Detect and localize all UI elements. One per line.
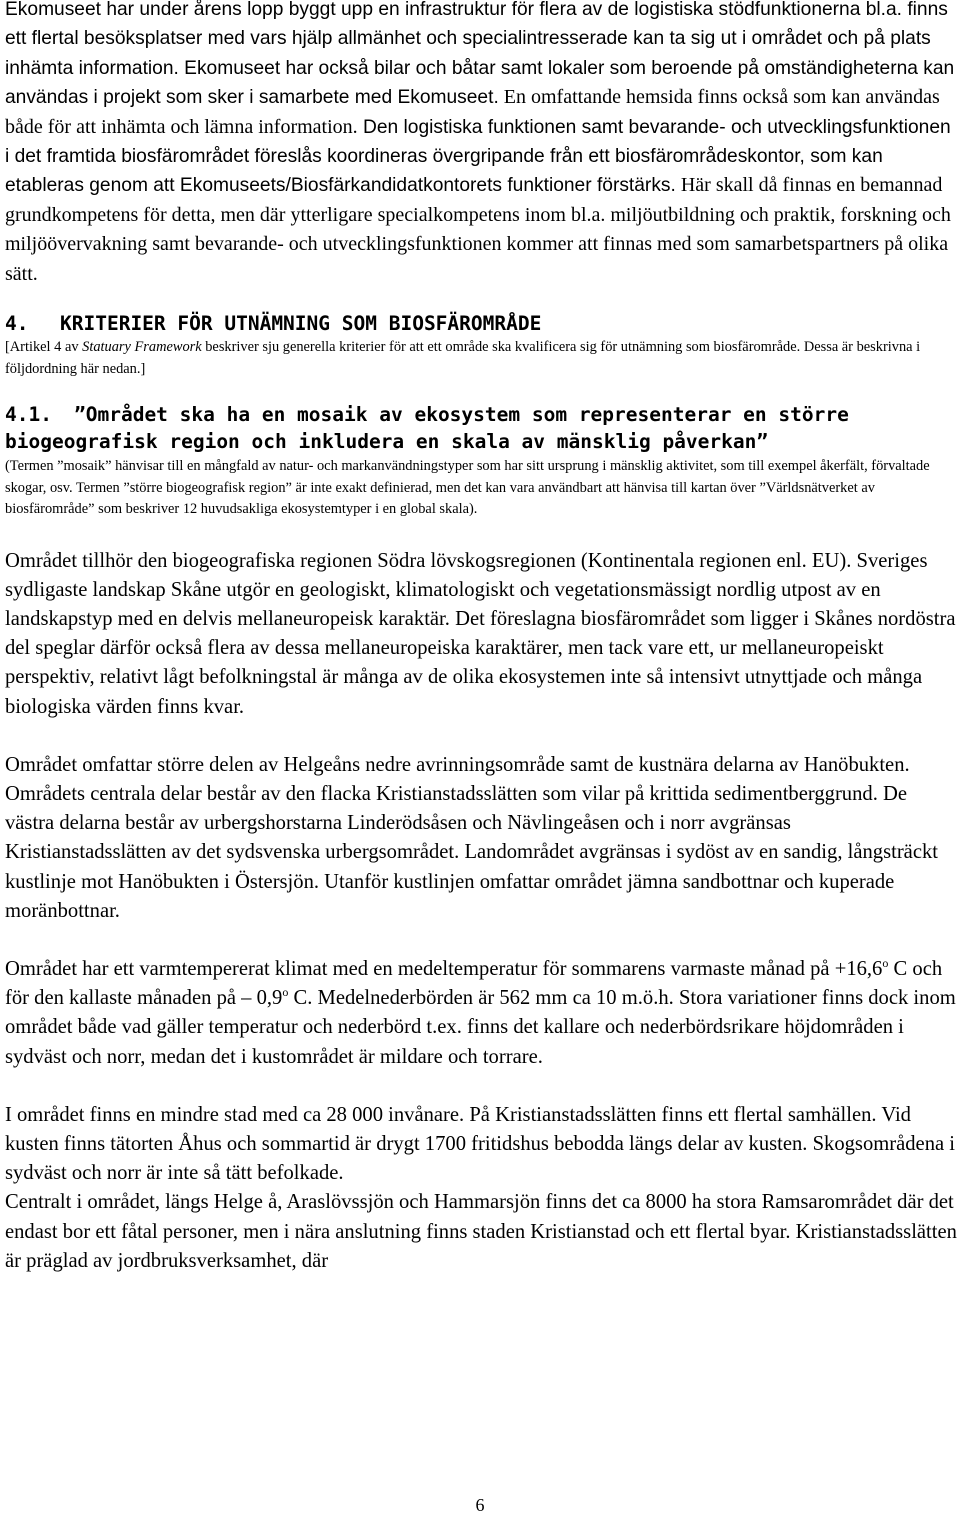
intro-text-1: Ekomuseet har under årens lopp byggt upp en infrastruktur för flera av de logistiska stödfunktionerna bl.a. finns ett flertal besöksplatser med vars hjälp allmänhet och specialintresserade kan ta sig ut i området och på plats inhämta information. Ekomuseet har också bilar och båtar samt lokaler som beroende på omständigheterna kan användas i projekt som sker i samarbete med Ekomuseet. [5,0,955,109]
climate-text-2: C och för den kallaste månaden på – 0,9 [5,958,943,1010]
section-4-1-number: 4.1. [5,403,52,427]
page-number: 6 [475,1495,485,1515]
section-4-note-end: beskriver sju generella kriterier för att ett område ska kvalificera sig för utnämning som biosfärområde. Dessa är beskrivna i följdordning här nedan.] [5,339,921,377]
paragraph-ramsar: Centralt i området, längs Helge å, Araslövssjön och Hammarsjön finns det ca 8000 ha stora Ramsarområdet där det endast bor ett fåtal personer, men i nära anslutning finns staden Kristianstad och ett flertal byar. Kristianstadsslätten är präglad av jordbruksverksamhet, där [5,1191,957,1272]
section-4-number: 4. [5,312,29,336]
statuary-framework-text: Statuary Framework [82,339,202,356]
section-4-title: KRITERIER FÖR UTNÄMNING SOM BIOSFÄROMRÅDE [60,312,542,336]
section-4-1-title: ”Området ska ha en mosaik av ekosystem som representerar en större biogeografisk region och inkludera en skala av mänsklig påverkan” [5,403,849,454]
paragraph-area-geology: Området omfattar större delen av Helgeåns nedre avrinningsområde samt de kustnära delarna av Hanöbukten. Områdets centrala delar består av den flacka Kristianstadsslätten som vilar på krittida sedimentberggrund. De västra delarna består av urbergshorstarna Linderödsåsen och Nävlingeåsen och i norr avgränsas Kristianstadsslätten av det sydsvenska urbergsområdet. Landområdet avgränsas i sydöst av en sandig, långsträckt kustlinje mot Hanöbukten i Östersjön. Utanför kustlinjen omfattar området jämna sandbottnar och kuperade moränbottnar. [5,753,938,922]
section-4-1-heading [5,401,957,455]
climate-text-3: C. Medelnederbörden är 562 mm ca 10 m.ö.h. Stora variationer finns dock inom området både vad gäller temperatur och nederbörd t.ex. finns det kallare och nederbördsrikare höjdområden i sydväst och norr, medan det i kustområdet är mildare och torrare. [5,987,956,1068]
paragraph-climate [5,955,957,1072]
intro-paragraph [5,0,957,289]
intro-text-3: Den logistiska funktionen samt bevarande- och utvecklingsfunktionen i det framtida biosfärområdet föreslås koordineras övergripande från ett biosfärområdeskontor, som kan etableras genom att Ekomuseets/Biosfärkandidatkontorets funktioner förstärks. [5,116,951,197]
section-4-1-note: (Termen ”mosaik” hänvisar till en mångfald av natur- och markanvändningstyper som har sitt ursprung i mänsklig aktivitet, som till exempel åkerfält, förvaltade skogar, osv. Termen ”större biogeografisk region” är inte exakt definierad, men det kan vara användbart att hänvisa till kartan över ”Världsnätverket av biosfärområde” som beskriver 12 huvudsakliga ekosystemtyper i en global skala). [5,458,930,518]
intro-text-4: Här skall då finnas en bemannad grundkompetens för detta, men där ytterligare specialkompetens inom bl.a. miljöutbildning och praktik, forskning och miljöövervakning samt bevarande- och utvecklingsfunktionen kommer att finnas med som samarbetspartners på olika sätt. [5,174,951,285]
degree-sup-1: o [882,956,889,970]
degree-sup-2: o [282,985,289,1000]
section-4-note-start: [Artikel 4 av [5,339,83,356]
document-page [5,0,957,1276]
paragraph-population: I området finns en mindre stad med ca 28 000 invånare. På Kristianstadsslätten finns ett flertal samhällen. Vid kusten finns tätorten Åhus och sommartid är drygt 1700 fritidshus bebodda längs delar av kusten. Skogsområdena i sydväst och norr är inte så tätt befolkade. [5,1103,955,1185]
section-4-heading [5,312,957,336]
section-4-note [5,337,957,380]
climate-text-1: Området har ett varmtempererat klimat med en medeltemperatur för sommarens varmaste månad på +16,6 [5,958,883,980]
intro-text-2: En omfattande hemsida finns också som kan användas både för att inhämta och lämna information. [5,86,940,138]
paragraph-biogeographic-region: Området tillhör den biogeografiska regionen Södra lövskogsregionen (Kontinentala regionen enl. EU). Sveriges sydligaste landskap Skåne utgör en geologiskt, klimatologiskt och vegetationsmässigt nordlig utpost av en landskapstyp med en delvis mellaneuropeisk karaktär. Det föreslagna biosfärområdet som ligger i Skånes nordöstra del speglar därför också flera av dessa mellaneuropeiska karaktärer, men tack vare ett, ur mellaneuropeiskt perspektiv, relativt lågt befolkningstal är många av de olika ekosystemen inte så intensivt utnyttjade och många biologiska värden finns kvar. [5,549,956,718]
